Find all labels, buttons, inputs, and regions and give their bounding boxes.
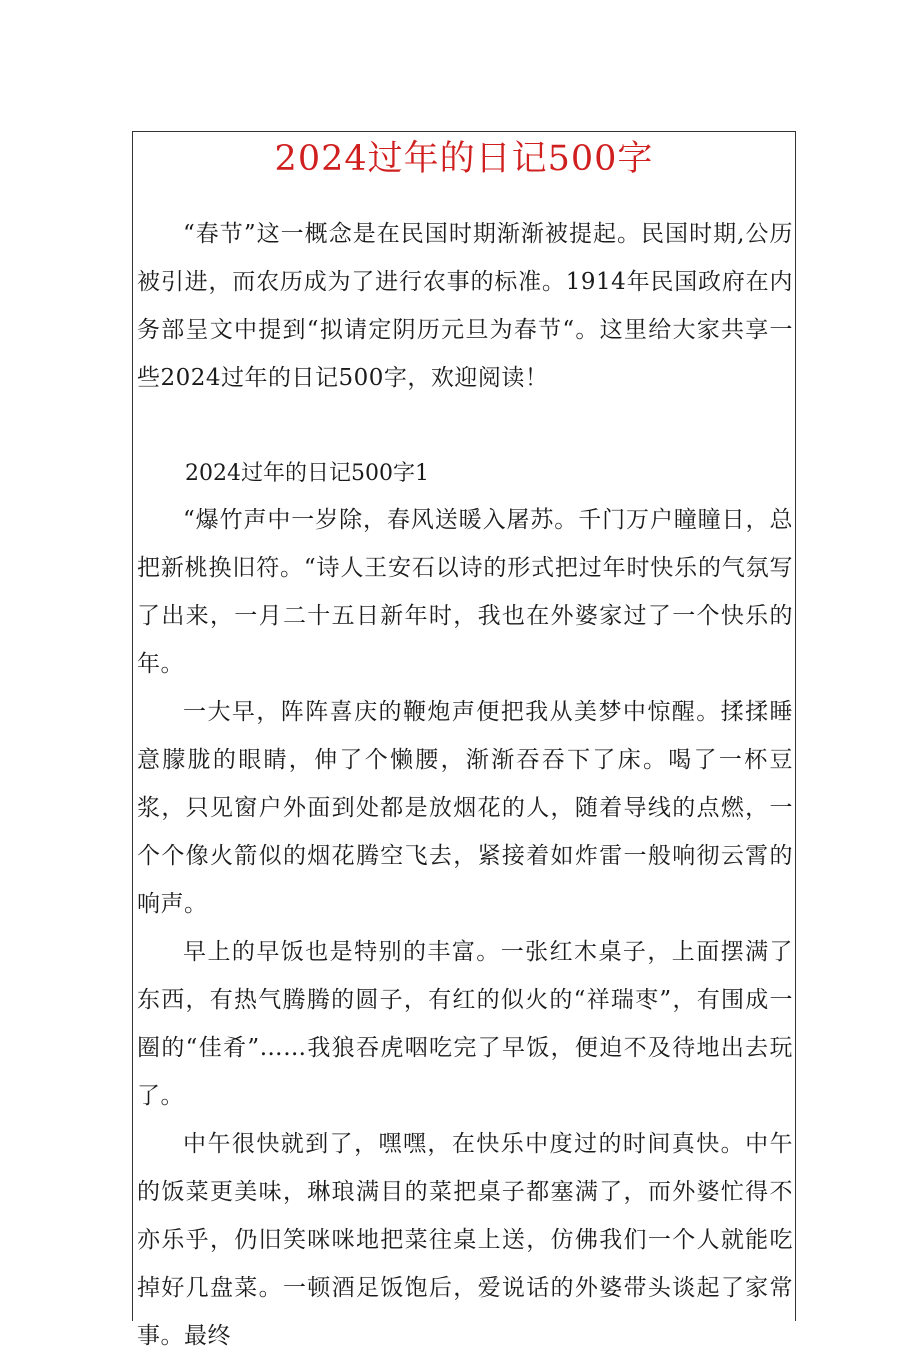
body-paragraph-2: 一大早，阵阵喜庆的鞭炮声便把我从美梦中惊醒。揉揉睡意朦胧的眼睛，伸了个懒腰，渐渐吞吞下了床。喝了一杯豆浆，只见窗户外面到处都是放烟花的人，随着导线的点燃，一个个像火箭似的烟花腾空飞去，紧接着如炸雷一般响彻云霄的响声。: [137, 699, 793, 917]
body-paragraph-4: 中午很快就到了，嘿嘿，在快乐中度过的时间真快。中午的饭菜更美味，琳琅满目的菜把桌子都塞满了，而外婆忙得不亦乐乎，仍旧笑咪咪地把菜往桌上送，仿佛我们一个人就能吃掉好几盘菜。一顿酒足饭饱后，爱说话的外婆带头谈起了家常事。最终: [137, 1131, 793, 1349]
diary-entry: [137, 496, 793, 1360]
document-title: 2024过年的日记500字: [274, 139, 654, 179]
body-paragraph-1: “爆竹声中一岁除，春风送暖入屠苏。千门万户瞳瞳日，总把新桃换旧符。“诗人王安石以诗的形式把过年时快乐的气氛写了出来，一月二十五日新年时，我也在外婆家过了一个快乐的年。: [137, 507, 793, 677]
section-heading: 2024过年的日记500字1: [185, 461, 429, 486]
intro-paragraph: “春节”这一概念是在民国时期渐渐被提起。民国时期,公历被引进，而农历成为了进行农事的标准。1914年民国政府在内务部呈文中提到“拟请定阴历元旦为春节“。这里给大家共享一些2024过年的日记500字，欢迎阅读！: [137, 221, 793, 391]
body-paragraph-3: 早上的早饭也是特别的丰富。一张红木桌子，上面摆满了东西，有热气腾腾的圆子，有红的似火的“祥瑞枣”，有围成一圈的“佳肴”……我狼吞虎咽吃完了早饭，便迫不及待地出去玩了。: [137, 939, 793, 1109]
